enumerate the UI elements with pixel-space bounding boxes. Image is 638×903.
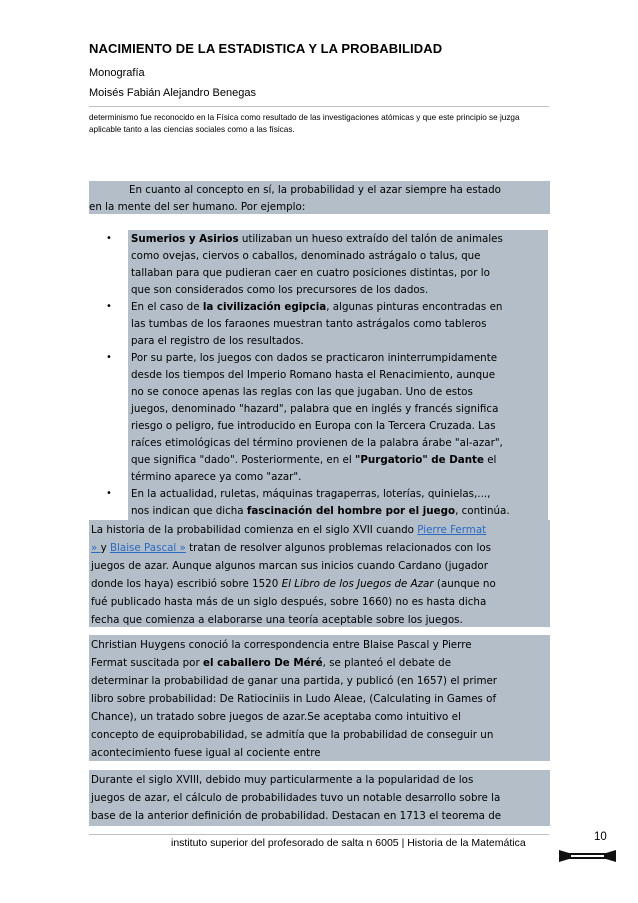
list-item-line: no se conoce apenas las reglas con las que jugaban. Uno de estos [128, 383, 548, 401]
footer-divider [89, 834, 549, 835]
paragraph-text: Fermat suscitada por [91, 657, 203, 669]
bold-term: "Purgatorio" de Dante [355, 454, 484, 466]
list-item-text: que significa "dado". Posteriormente, en el [131, 454, 355, 466]
paragraph-text: y [100, 542, 110, 554]
footer-ornament-icon [559, 847, 616, 865]
list-item-line: riesgo o peligro, fue introducido en Europa con la Tercera Cruzada. Las [128, 417, 548, 435]
bullet-list [100, 230, 551, 517]
paragraph-line: determinar la probabilidad de ganar una partida, y publicó (en 1657) el primer [91, 675, 498, 687]
paragraph-line: juegos de azar, el cálculo de probabilidades tuvo un notable desarrollo sobre la [91, 792, 501, 804]
document-subtitle: Monografía [89, 67, 145, 79]
paragraph-line [91, 654, 451, 672]
list-item-line: tallaban para que pudieran caer en cuatro posiciones distintas, por lo [128, 264, 548, 282]
list-item-line: para el registro de los resultados. [128, 332, 548, 350]
list-item-line: las tumbas de los faraones muestran tanto astrágalos como tableros [128, 315, 548, 333]
paragraph-line: libro sobre probabilidad: De Ratiociniis in Ludo Aleae, (Calculating in Games of [91, 693, 497, 705]
blaise-pascal-link[interactable]: Blaise Pascal » [109, 542, 186, 554]
bullet-dot: • [106, 352, 112, 363]
book-title: El Libro de los Juegos de Azar [281, 578, 434, 590]
paragraph-line: fué publicado hasta más de un siglo después, sobre 1660) no es hasta dicha [91, 596, 487, 608]
document-title: NACIMIENTO DE LA ESTADISTICA Y LA PROBABILIDAD [89, 41, 443, 56]
paragraph-line: Chance), un tratado sobre juegos de azar.Se aceptaba como intuitivo el [91, 711, 461, 723]
paragraph-line: base de la anterior definición de probabilidad. Destacan en 1713 el teorema de [91, 810, 502, 822]
paragraph-line: Durante el siglo XVIII, debido muy particularmente a la popularidad de los [91, 774, 474, 786]
paragraph-siglo-xviii [89, 770, 550, 826]
header-divider [89, 106, 549, 107]
paragraph-text: tratan de resolver algunos problemas relacionados con los [185, 542, 491, 554]
list-item-line: En la actualidad, ruletas, máquinas tragaperras, loterías, quinielas,..., [128, 485, 548, 503]
document-author: Moisés Fabián Alejandro Benegas [89, 87, 256, 99]
paragraph-line: acontecimiento fuese igual al cociente entre [91, 747, 321, 759]
bold-term: la civilización egipcia [202, 301, 327, 313]
list-item-text: , algunas pinturas encontradas en [326, 301, 503, 313]
bold-term: Sumerios y Asirios [131, 233, 239, 245]
paragraph-text: , se planteó el debate de [322, 657, 452, 669]
pierre-fermat-link[interactable]: Pierre Fermat [417, 524, 487, 536]
paragraph-text: La historia de la probabilidad comienza en el siglo XVII cuando [91, 524, 418, 536]
list-item-line: como ovejas, ciervos o caballos, denominado astrágalo o talus, que [128, 247, 548, 265]
lead-line-2: en la mente del ser humano. Por ejemplo: [89, 201, 306, 213]
list-item-line [128, 230, 548, 248]
paragraph-huygens [89, 635, 550, 761]
paragraph-line [91, 539, 491, 557]
list-item-line: juegos, denominado "hazard", palabra que en inglés y francés significa [128, 400, 548, 418]
paragraph-line: Christian Huygens conoció la correspondencia entre Blaise Pascal y Pierre [91, 639, 472, 651]
bullet-dot: • [106, 488, 112, 499]
paragraph-line: fecha que comienza a elaborarse una teoría aceptable sobre los juegos. [91, 614, 463, 626]
list-item-line: Por su parte, los juegos con dados se practicaron ininterrumpidamente [128, 349, 548, 367]
page-number: 10 [594, 831, 607, 843]
list-item-line: término aparece ya como "azar". [128, 468, 548, 486]
list-item-line [128, 298, 548, 316]
list-item-line [128, 502, 548, 520]
paragraph-line [91, 521, 486, 539]
lead-paragraph [89, 181, 550, 214]
list-item-text: nos indican que dicha [131, 505, 247, 517]
list-item-line [128, 451, 548, 469]
paragraph-text: (aunque no [433, 578, 496, 590]
list-item-text: En el caso de [131, 301, 203, 313]
bullet-dot: • [106, 233, 112, 244]
paragraph-line: juegos de azar. Aunque algunos marcan sus inicios cuando Cardano (jugador [91, 560, 488, 572]
paragraph-line: concepto de equiprobabilidad, se admitía que la probabilidad de conseguir un [91, 729, 494, 741]
lead-line-1: En cuanto al concepto en sí, la probabilidad y el azar siempre ha estado [129, 184, 501, 196]
list-item-text: el [483, 454, 497, 466]
list-item-text: utilizaban un hueso extraído del talón de animales [238, 233, 503, 245]
intro-paragraph: determinismo fue reconocido en la Física como resultado de las investigaciones atómicas y que este principio se juzga aplicable tanto a las ciencias sociales como a las físicas. [89, 113, 520, 134]
bold-term: el caballero De Méré [202, 657, 323, 669]
list-item-line: desde los tiempos del Imperio Romano hasta el Renacimiento, aunque [128, 366, 548, 384]
page-footer: instituto superior del profesorado de salta n 6005 | Historia de la Matemática [171, 837, 526, 849]
paragraph-history [89, 520, 550, 627]
pierre-fermat-link-end[interactable]: » [91, 542, 101, 554]
list-item-line: raíces etimológicas del término provienen de la palabra árabe "al-azar", [128, 434, 548, 452]
list-item-line: que son considerados como los precursores de los dados. [128, 281, 548, 299]
list-item-text: , continúa. [455, 505, 510, 517]
paragraph-line [91, 575, 496, 593]
bold-term: fascinación del hombre por el juego [246, 505, 456, 517]
paragraph-text: donde los haya) escribió sobre 1520 [91, 578, 282, 590]
bullet-dot: • [106, 301, 112, 312]
